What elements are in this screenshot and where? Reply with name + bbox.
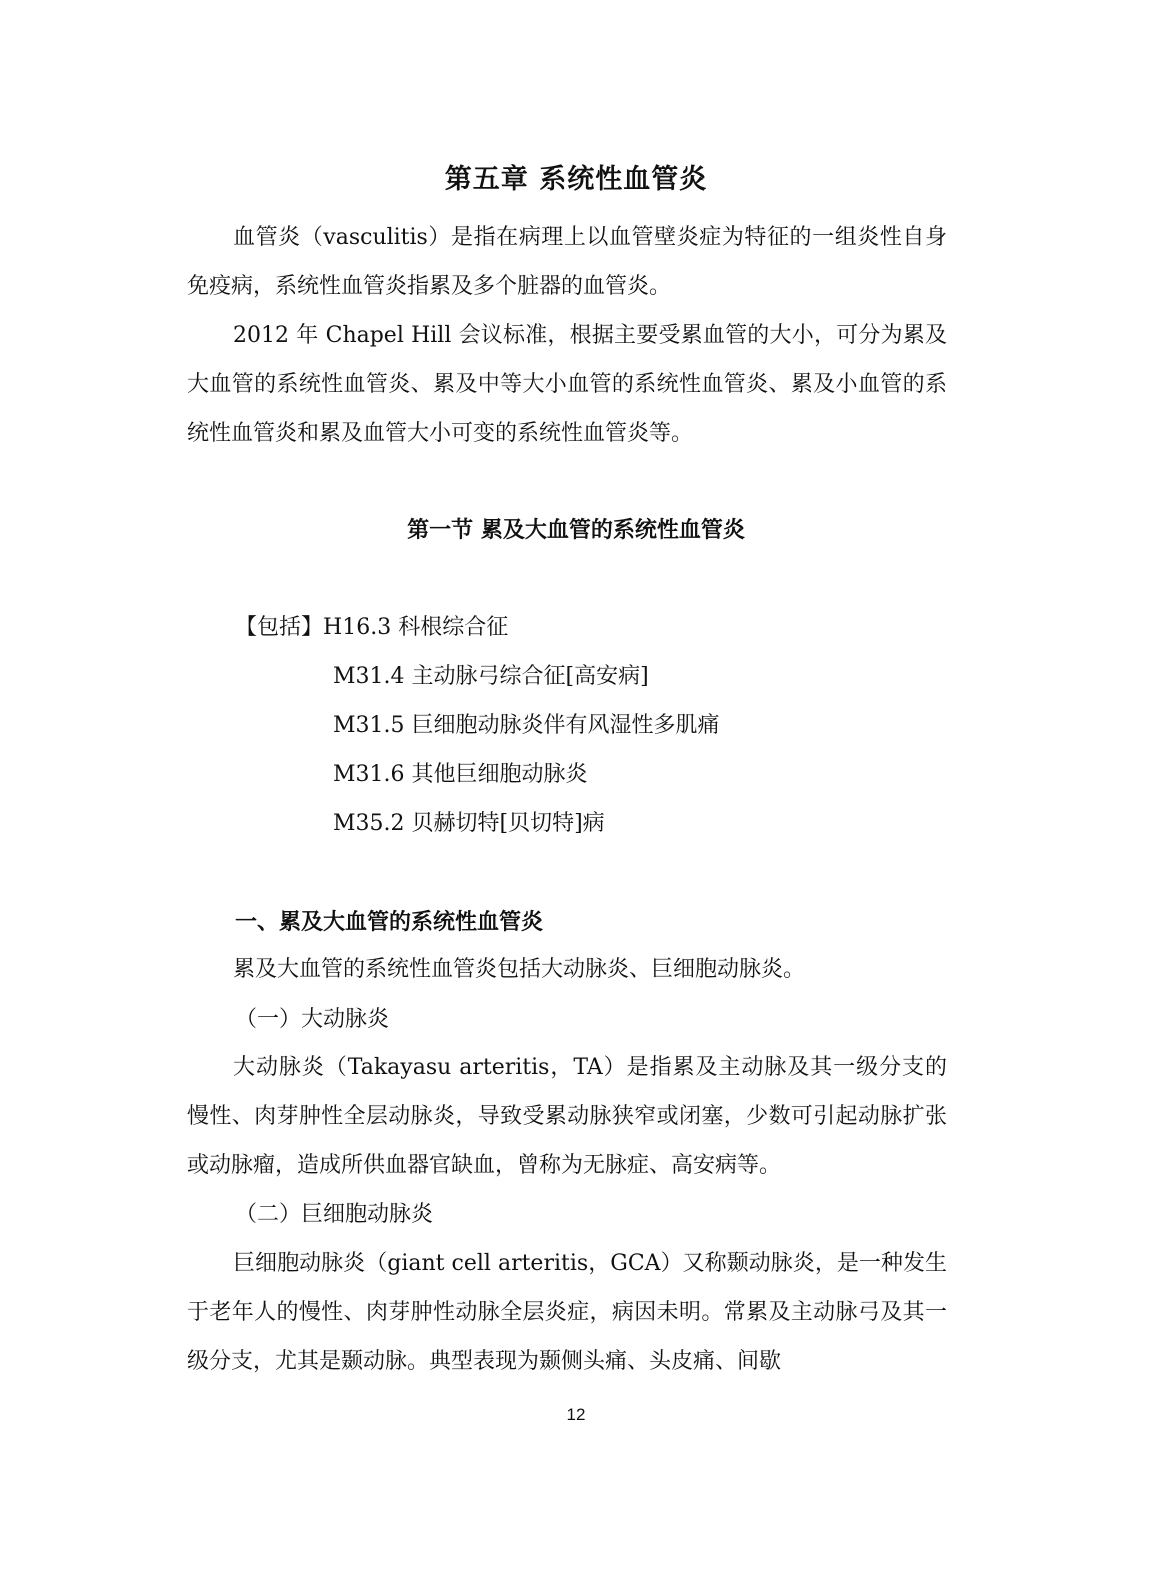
subsection-text-2: 巨细胞动脉炎（giant cell arteritis，GCA）又称颞动脉炎，是一种发生于老年人的慢性、肉芽肿性动脉全层炎症，病因未明。常累及主动脉弓及其一级分支，尤其是颞动脉。典型表现为颞侧头痛、头皮痛、间歇 bbox=[187, 1251, 947, 1374]
subsection-text-1: 大动脉炎（Takayasu arteritis，TA）是指累及主动脉及其一级分支的慢性、肉芽肿性全层动脉炎，导致受累动脉狭窄或闭塞，少数可引起动脉扩张或动脉瘤，造成所供血器官缺血，曾称为无脉症、高安病等。 bbox=[187, 1055, 947, 1178]
include-code: M31.4 bbox=[333, 664, 405, 689]
include-item bbox=[333, 706, 720, 746]
page-number: 12 bbox=[566, 1405, 586, 1424]
include-code: M31.6 bbox=[333, 762, 405, 787]
include-code: H16.3 bbox=[323, 615, 392, 640]
include-label: 【包括】 bbox=[235, 615, 324, 640]
part-summary: 累及大血管的系统性血管炎包括大动脉炎、巨细胞动脉炎。 bbox=[233, 957, 806, 982]
include-code: M35.2 bbox=[333, 811, 405, 836]
include-code: M31.5 bbox=[333, 713, 405, 738]
include-item bbox=[333, 804, 605, 844]
include-item bbox=[333, 657, 649, 697]
include-name: 巨细胞动脉炎伴有风湿性多肌痛 bbox=[411, 713, 720, 738]
section-title: 第一节 累及大血管的系统性血管炎 bbox=[407, 517, 745, 543]
include-item bbox=[333, 755, 588, 795]
include-name: 科根综合征 bbox=[398, 615, 509, 640]
intro-paragraph-2: 2012 年 Chapel Hill 会议标准，根据主要受累血管的大小，可分为累及大血管的系统性血管炎、累及中等大小血管的系统性血管炎、累及小血管的系统性血管炎和累及血管大小可变的系统性血管炎等。 bbox=[187, 323, 947, 446]
intro-paragraph-1: 血管炎（vasculitis）是指在病理上以血管壁炎症为特征的一组炎性自身免疫病，系统性血管炎指累及多个脏器的血管炎。 bbox=[187, 225, 947, 299]
include-name: 贝赫切特[贝切特]病 bbox=[411, 811, 605, 836]
chapter-title: 第五章 系统性血管炎 bbox=[444, 164, 708, 195]
subsection-heading-1: （一）大动脉炎 bbox=[235, 1007, 390, 1032]
part-heading: 一、累及大血管的系统性血管炎 bbox=[235, 909, 544, 935]
include-list-first-line bbox=[235, 608, 508, 648]
include-name: 其他巨细胞动脉炎 bbox=[411, 762, 588, 787]
subsection-heading-2: （二）巨细胞动脉炎 bbox=[235, 1202, 434, 1227]
include-name: 主动脉弓综合征[高安病] bbox=[411, 664, 649, 689]
